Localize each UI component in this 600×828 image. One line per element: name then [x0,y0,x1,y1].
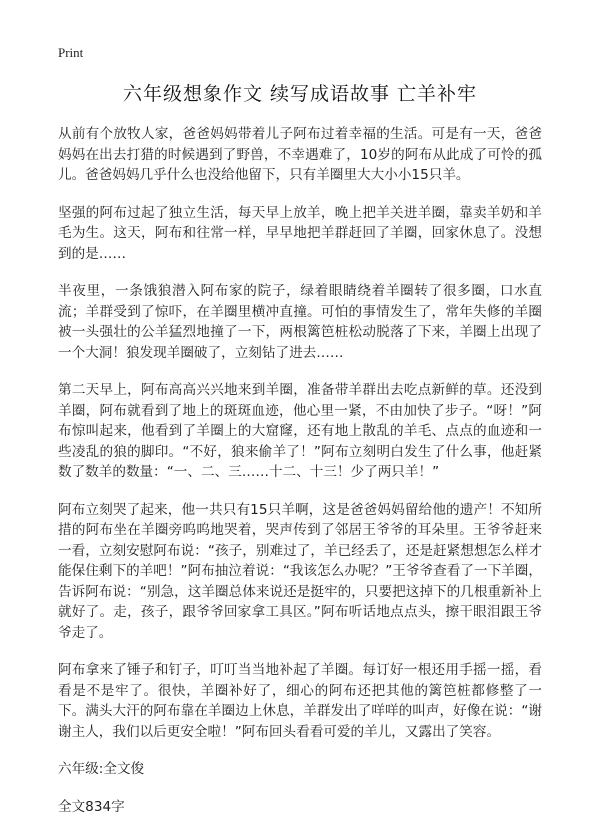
article-body [58,124,542,742]
article-title: 六年级想象作文 续写成语故事 亡羊补牢 [122,83,478,105]
print-link[interactable]: Print [58,45,84,60]
paragraph-1: 从前有个放牧人家，爸爸妈妈带着儿子阿布过着幸福的生活。可是有一天，爸爸妈妈在出去打猎的时候遇到了野兽，不幸遇难了，10岁的阿布从此成了可怜的孤儿。爸爸妈妈几乎什么也没给他留下，只有羊圈里大大小小15只羊。 [58,126,542,183]
author-line: 六年级:全文俊 [58,761,145,777]
paragraph-2: 坚强的阿布过起了独立生活，每天早上放羊，晚上把羊关进羊圈，靠卖羊奶和羊毛为生。这天，阿布和往常一样，早早地把羊群赶回了羊圈，回家休息了。没想到的是…… [58,204,542,262]
paragraph-6: 阿布拿来了锤子和钉子，叮叮当当地补起了羊圈。每订好一根还用手摇一摇，看看是不是牢了。很快，羊圈补好了，细心的阿布还把其他的篱笆桩都修整了一下。满头大汗的阿布靠在羊圈边上休息，羊群发出了咩咩的叫声，好像在说：“谢谢主人，我们以后更安全啦！”阿布回头看看可爱的羊儿，又露出了笑容。 [58,662,542,740]
paragraph-4: 第二天早上，阿布高高兴兴地来到羊圈，准备带羊群出去吃点新鲜的草。还没到羊圈，阿布就看到了地上的斑斑血迹，他心里一紧，不由加快了步子。“呀！”阿布惊叫起来，他看到了羊圈上的大窟窿，还有地上散乱的羊毛、点点的血迹和一些凌乱的狼的脚印。“不好，狼来偷羊了！”阿布立刻明白发生了什么事，他赶紧数了数羊的数量：“一、二、三……十二、十三！少了两只羊！” [58,382,542,480]
paragraph-3: 半夜里，一条饿狼潜入阿布家的院子，绿着眼睛绕着羊圈转了很多圈，口水直流；羊群受到了惊吓，在羊圈里横冲直撞。可怕的事情发生了，常年失修的羊圈被一头强壮的公羊猛烈地撞了一下，两根篱笆桩松动脱落了下来，羊圈上出现了一个大洞！狼发现羊圈破了，立刻钻了进去…… [58,283,542,361]
paragraph-5: 阿布立刻哭了起来，他一共只有15只羊啊，这是爸爸妈妈留给他的遗产！不知所措的阿布坐在羊圈旁呜呜地哭着，哭声传到了邻居王爷爷的耳朵里。王爷爷赶来一看，立刻安慰阿布说：“孩子，别难过了，羊已经丢了，还是赶紧想想怎么样才能保住剩下的羊吧！”阿布抽泣着说：“我该怎么办呢？”王爷爷查看了一下羊圈，告诉阿布说：“别急，这羊圈总体来说还是挺牢的，只要把这掉下的几根重新补上就好了。走，孩子，跟爷爷回家拿工具区。”阿布听话地点点头，擦干眼泪跟王爷爷走了。 [58,501,542,641]
word-count: 全文834字 [58,799,125,815]
